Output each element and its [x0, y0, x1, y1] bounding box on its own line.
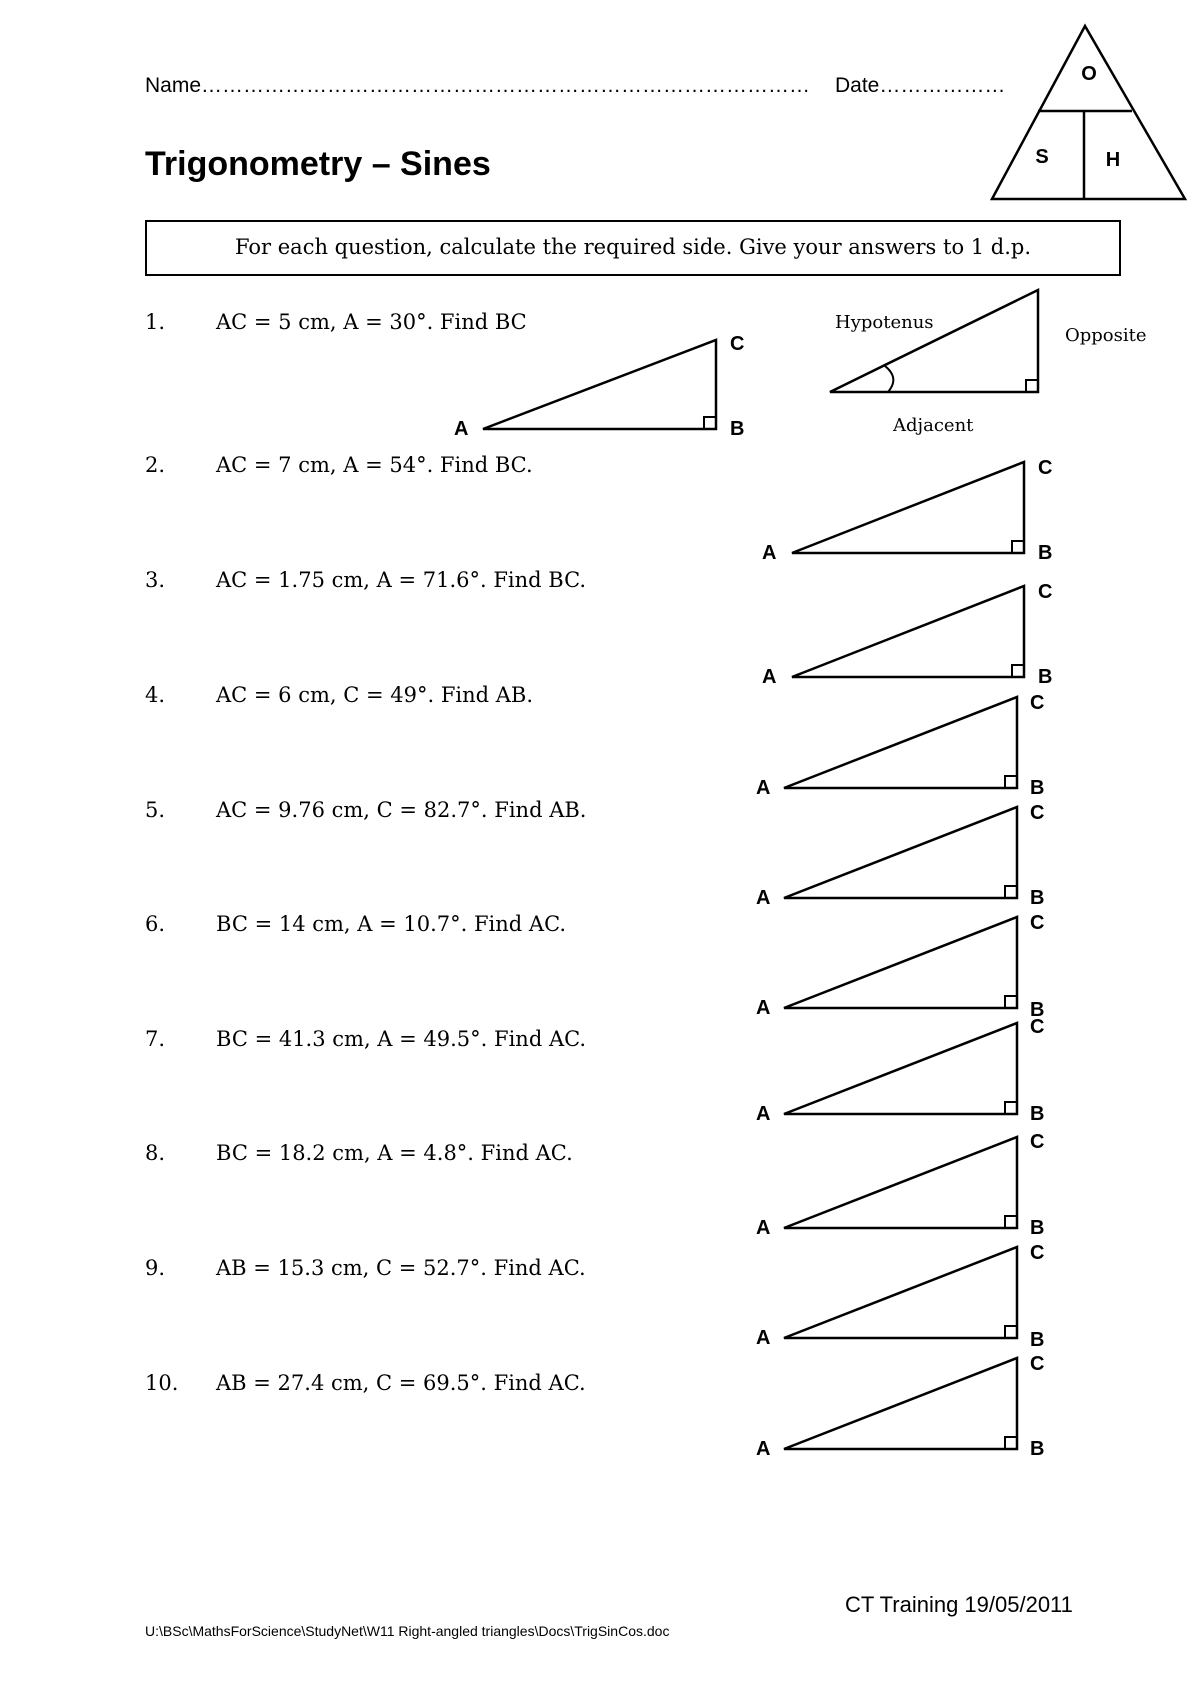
- vertex-b-label: B: [1038, 666, 1053, 688]
- question-number-3: 3.: [145, 568, 166, 592]
- vertex-a-label: A: [756, 887, 771, 909]
- vertex-c-label: C: [1030, 912, 1045, 934]
- question-text-9: AB = 15.3 cm, C = 52.7°. Find AC.: [216, 1256, 586, 1280]
- vertex-b-label: B: [1030, 1438, 1045, 1460]
- vertex-b-label: B: [1030, 1217, 1045, 1239]
- vertex-a-label: A: [756, 1103, 771, 1125]
- vertex-b-label: B: [1030, 777, 1045, 799]
- vertex-c-label: C: [1030, 1353, 1045, 1375]
- question-text-4: AC = 6 cm, C = 49°. Find AB.: [216, 683, 534, 707]
- question-number-9: 9.: [145, 1256, 166, 1280]
- soh-left-letter: S: [1035, 146, 1049, 168]
- reference-triangle: [830, 290, 1147, 436]
- triangle-q3: [762, 581, 1052, 688]
- question-text-1: AC = 5 cm, A = 30°. Find BC: [216, 310, 527, 334]
- question-text-6: BC = 14 cm, A = 10.7°. Find AC.: [216, 912, 567, 936]
- vertex-c-label: C: [1038, 457, 1053, 479]
- angle-arc: [885, 366, 893, 392]
- triangle-q4: [756, 692, 1044, 799]
- question-text-2: AC = 7 cm, A = 54°. Find BC.: [216, 453, 533, 477]
- vertex-a-label: A: [756, 1438, 771, 1460]
- question-text-7: BC = 41.3 cm, A = 49.5°. Find AC.: [216, 1027, 587, 1051]
- vertex-a-label: A: [756, 1217, 771, 1239]
- vertex-c-label: C: [1030, 1016, 1045, 1038]
- triangle-q6: [756, 912, 1044, 1021]
- vertex-a-label: A: [454, 418, 469, 440]
- vertex-c-label: C: [730, 333, 745, 355]
- vertex-b-label: B: [1030, 1103, 1045, 1125]
- opposite-label: Opposite: [1065, 325, 1147, 346]
- footer-credit: CT Training 19/05/2011: [845, 1592, 1073, 1617]
- question-text-5: AC = 9.76 cm, C = 82.7°. Find AB.: [216, 798, 587, 822]
- vertex-c-label: C: [1030, 1242, 1045, 1264]
- vertex-b-label: B: [1030, 887, 1045, 909]
- adjacent-label: Adjacent: [893, 415, 974, 436]
- vertex-c-label: C: [1030, 1131, 1045, 1153]
- triangle-q7: [756, 1016, 1044, 1125]
- vertex-a-label: A: [756, 1327, 771, 1349]
- question-number-1: 1.: [145, 310, 166, 334]
- question-text-3: AC = 1.75 cm, A = 71.6°. Find BC.: [216, 568, 587, 592]
- footer-file-path: U:\BSc\MathsForScience\StudyNet\W11 Right-angled triangles\Docs\TrigSinCos.doc: [145, 1623, 670, 1639]
- triangle-q9: [756, 1242, 1044, 1351]
- question-text-8: BC = 18.2 cm, A = 4.8°. Find AC.: [216, 1141, 573, 1165]
- triangle-q10: [756, 1353, 1044, 1460]
- vertex-a-label: A: [762, 666, 777, 688]
- vertex-c-label: C: [1030, 802, 1045, 824]
- page-title: Trigonometry – Sines: [145, 145, 491, 183]
- soh-right-letter: H: [1105, 149, 1121, 171]
- triangle-q2: [762, 457, 1052, 564]
- triangle-q8: [756, 1131, 1044, 1239]
- vertex-b-label: B: [1030, 999, 1045, 1021]
- vertex-b-label: B: [1038, 542, 1053, 564]
- question-number-7: 7.: [145, 1027, 166, 1051]
- vertex-a-label: A: [762, 542, 777, 564]
- vertex-c-label: C: [1038, 581, 1053, 603]
- soh-triangle: [992, 26, 1185, 199]
- triangle-q1: [454, 333, 744, 440]
- vertex-b-label: B: [1030, 1329, 1045, 1351]
- question-number-8: 8.: [145, 1141, 166, 1165]
- name-field: Name……………………………………………………………………………: [145, 74, 811, 97]
- vertex-b-label: B: [730, 418, 745, 440]
- vertex-a-label: A: [756, 997, 771, 1019]
- question-number-10: 10.: [145, 1371, 179, 1395]
- question-text-10: AB = 27.4 cm, C = 69.5°. Find AC.: [216, 1371, 586, 1395]
- question-number-2: 2.: [145, 453, 166, 477]
- vertex-a-label: A: [756, 777, 771, 799]
- question-number-4: 4.: [145, 683, 166, 707]
- question-number-6: 6.: [145, 912, 166, 936]
- soh-top-letter: O: [1081, 63, 1097, 85]
- vertex-c-label: C: [1030, 692, 1045, 714]
- date-field: Date………………: [835, 74, 1006, 97]
- question-number-5: 5.: [145, 798, 166, 822]
- triangle-q5: [756, 802, 1044, 909]
- instruction-text: For each question, calculate the required side. Give your answers to 1 d.p.: [234, 235, 1032, 259]
- hypotenuse-label: Hypotenus: [835, 312, 934, 333]
